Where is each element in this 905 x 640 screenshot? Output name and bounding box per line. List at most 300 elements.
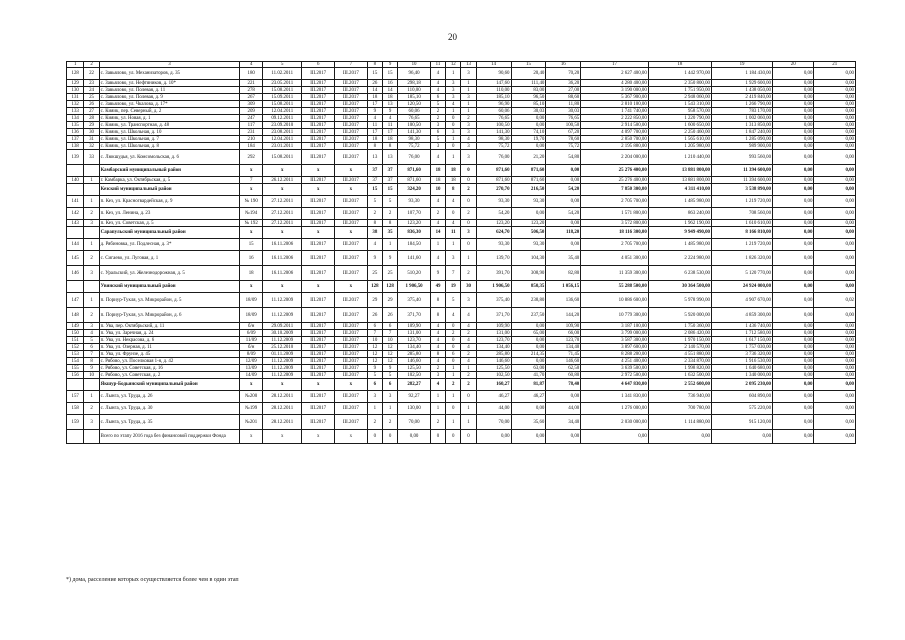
table-cell: 0,00 [814,184,856,196]
table-cell: б/н [240,323,263,330]
table-cell: 30 364 500,00 [648,281,711,293]
table-cell: 1 436 740,00 [712,323,773,330]
table-cell: 2 350 800,00 [648,80,711,87]
table-cell: III.2017 [302,80,335,87]
table-cell: 1 219 720,00 [712,239,773,251]
table-cell: 1 906,50 [398,281,431,293]
table-cell: 0 [446,115,461,122]
table-cell: 2 [84,251,99,266]
table-cell: 0 [461,220,476,227]
table-cell: 26 [382,308,397,323]
table-cell: 16.11.2006 [263,251,302,266]
address-cell: п. Кез, ул. Ленина, д. 23 [99,208,240,220]
address-cell: с. Рябово, ул. Поселковая 1-я, д. 42 [99,358,240,365]
table-cell: 10 [430,184,445,196]
table-cell: 30,03 [511,108,546,115]
table-cell: 96,50 [511,94,546,101]
table-cell: 1 [84,239,99,251]
table-cell: 0,00 [814,308,856,323]
table-cell: 5 [367,196,382,208]
table-cell: б/н [240,344,263,351]
column-number-19: 19 [712,62,773,68]
table-cell: 0,00 [814,344,856,351]
table-cell: 2 [461,266,476,281]
table-cell: 159 [67,415,84,430]
table-cell: 23.08.2011 [263,129,302,136]
table-cell: 3 639 500,00 [581,365,649,372]
table-cell: 24 924 000,00 [712,281,773,293]
table-cell: 4 [446,220,461,227]
table-cell: 8 288 200,00 [581,351,649,358]
table-cell: 1 [446,108,461,115]
table-cell: 4 [430,150,445,165]
table-cell: 10 [84,372,99,379]
table-cell: 15.08.2011 [263,150,302,165]
table-cell: 0,00 [814,108,856,115]
table-cell: №199 [240,403,263,415]
table-cell: III.2017 [335,143,368,150]
table-cell: 27.12.2011 [263,208,302,220]
table-cell: III.2017 [335,365,368,372]
table-cell: 46,27 [511,391,546,403]
table-cell: 180 [240,68,263,80]
table-cell: 15 [240,239,263,251]
table-cell: 0,00 [511,208,546,220]
table-cell: 1 [382,239,397,251]
table-cell: 0,00 [814,80,856,87]
table-cell: 3 [84,220,99,227]
table-cell: 30 [461,281,476,293]
table-cell: 0,00 [773,266,814,281]
table-cell: 18 [367,94,382,101]
table-cell: 123,20 [476,220,511,227]
table-row [67,351,856,358]
table-cell: 102,50 [476,372,511,379]
table-cell: 915 120,00 [712,415,773,430]
table-cell: 0,00 [511,115,546,122]
table-cell: 836,30 [398,227,431,239]
table-cell: 0,00 [511,122,546,129]
table-cell [67,281,84,293]
table-cell: 3 [461,293,476,308]
table-cell: 18 [382,94,397,101]
table-cell: 1 751 950,00 [648,87,711,94]
table-cell: 3 [84,266,99,281]
table-cell: 54,80 [546,150,581,165]
table-cell: 13 [382,101,397,108]
table-cell: 285,80 [398,351,431,358]
table-cell: 0,00 [814,323,856,330]
table-cell: 149 [67,323,84,330]
table-cell: 1 916 530,00 [712,358,773,365]
table-cell: 4 051 300,00 [581,251,649,266]
table-cell: 0 [446,323,461,330]
table-cell: 267 [240,94,263,101]
table-cell: 0,00 [773,365,814,372]
table-cell: 109,90 [398,323,431,330]
table-cell: 0,00 [511,358,546,365]
table-cell: 25 [84,94,99,101]
table-cell: 29 [84,122,99,129]
table-cell: 0,00 [712,430,773,444]
table-cell: 4 [430,344,445,351]
table-cell: 2 [382,208,397,220]
table-cell: 4 [446,196,461,208]
table-cell: III.2017 [302,239,335,251]
table-cell: 93,30 [476,196,511,208]
table-cell: III.2017 [302,372,335,379]
table-cell: 3 [461,94,476,101]
table-cell: 15 [382,68,397,80]
table-cell: 0,00 [814,165,856,177]
table-cell: 0,00 [581,430,649,444]
table-cell: 44,00 [546,403,581,415]
table-cell: 1 640 680,00 [712,365,773,372]
table-cell [84,379,99,391]
table-cell: 2 195 880,00 [581,143,649,150]
table-cell: 137 [67,136,84,143]
table-cell: III.2017 [335,122,368,129]
column-number-11: 11 [430,62,445,68]
table-cell: 624,70 [476,227,511,239]
table-row [67,115,856,122]
table-cell: 0,00 [546,165,581,177]
table-cell: 31 [84,136,99,143]
table-cell: III.2017 [302,143,335,150]
table-cell [84,184,99,196]
table-cell: 1 970 150,00 [648,337,711,344]
table-cell: 4 097 700,00 [581,129,649,136]
table-cell: 01.11.2009 [263,351,302,358]
table-cell: 1 438 050,00 [712,87,773,94]
table-cell: 1 210 440,00 [648,150,711,165]
table-cell: 2 [367,208,382,220]
table-cell: 0,00 [773,379,814,391]
table-cell: 3 [446,87,461,94]
table-cell: 324,20 [398,184,431,196]
table-cell: 1 962 190,00 [648,220,711,227]
table-cell: 29 [382,293,397,308]
table-cell: 0,00 [773,323,814,330]
table-cell: 0,00 [814,94,856,101]
table-cell: 21,20 [511,150,546,165]
table-cell: 123,70 [476,337,511,344]
table-cell: 8 [382,220,397,227]
district-subtotal-row [67,165,856,177]
table-cell: 3 [446,251,461,266]
table-cell: x [302,165,335,177]
table-cell: 147,60 [476,80,511,87]
table-cell: 0,00 [511,143,546,150]
column-number-6: 6 [302,62,335,68]
table-cell: 3 [84,415,99,430]
table-cell: 152 [67,344,84,351]
table-cell: 134,40 [398,344,431,351]
table-cell: 0 [430,430,445,444]
table-cell: 110,00 [476,87,511,94]
table-cell: 7 [446,266,461,281]
table-row [67,87,856,94]
address-cell: п. Ува, ул. Озерная, д. 11 [99,344,240,351]
table-cell: 12.04.2011 [263,136,302,143]
table-cell: 4 [430,358,445,365]
column-number-1: 1 [67,62,84,68]
table-cell: 0,00 [773,87,814,94]
table-row [67,68,856,80]
table-cell: 1 [430,391,445,403]
table-cell: III.2017 [302,403,335,415]
table-cell: 0,00 [773,391,814,403]
table-cell: 3 [461,143,476,150]
table-cell: 98,30 [476,136,511,143]
table-cell: x [240,227,263,239]
address-cell: с. Лынга, ул. Труда, д. 35 [99,415,240,430]
address-cell: с. Лынга, ул. Труда, д. 26 [99,391,240,403]
table-cell: 11 [367,122,382,129]
table-cell: III.2017 [302,177,335,184]
table-cell: 1 [382,403,397,415]
table-cell: 136,60 [546,293,581,308]
table-cell: 100,50 [476,122,511,129]
table-cell: 11/09 [240,337,263,344]
table-cell: 2 224 980,00 [648,251,711,266]
table-cell: 0,00 [814,122,856,129]
table-cell: 506,50 [511,227,546,239]
table-cell: 19 [446,281,461,293]
table-cell: 37 [382,177,397,184]
table-cell: 0,00 [511,323,546,330]
table-cell: 8 [367,220,382,227]
table-cell: 2 [461,330,476,337]
address-cell: с. Люкшудья, ул. Комсомольская, д. 6 [99,150,240,165]
table-cell: 3 538 890,00 [712,184,773,196]
table-cell: 96,90 [476,101,511,108]
table-cell: 1 [461,365,476,372]
table-cell: 4 907 670,00 [712,293,773,308]
address-cell: с. Завьялово, ул. Полевая, д. 11 [99,87,240,94]
table-cell: 9 [367,108,382,115]
table-cell: 88,60 [546,94,581,101]
table-cell: 134,40 [476,344,511,351]
table-cell: 0,00 [814,208,856,220]
table-cell: 109,90 [546,323,581,330]
table-cell: 6 [382,323,397,330]
column-number-14: 14 [476,62,511,68]
table-cell: x [240,184,263,196]
table-cell: 4 [430,251,445,266]
table-cell: 35,60 [511,415,546,430]
table-cell: 25 276 400,00 [581,177,649,184]
table-cell: 3 [84,323,99,330]
table-cell: 0,00 [814,143,856,150]
table-cell: 146,60 [476,358,511,365]
table-cell: 32 [84,143,99,150]
address-cell: с. Лынга, ул. Труда, д. 30 [99,403,240,415]
table-cell: 3 [461,68,476,80]
table-cell: 2 705 700,00 [581,196,649,208]
table-cell: III.2017 [302,351,335,358]
table-cell: 18 [382,136,397,143]
table-cell: 3 [430,122,445,129]
table-cell: 2 250 460,00 [648,129,711,136]
table-cell: №201 [240,415,263,430]
table-cell: 1 [461,80,476,87]
table-cell: 117 [240,122,263,129]
table-cell: 15.08.2011 [263,87,302,94]
table-cell: 83,00 [511,87,546,94]
table-cell: 0 [446,337,461,344]
address-cell: п. Кез, ул. Красногвардейская, д. 9 [99,196,240,208]
address-cell: с. Завьялово, ул. Механизаторов, д. 35 [99,68,240,80]
table-cell: 26 [367,80,382,87]
table-cell: 0,00 [814,101,856,108]
table-cell: 109,90 [476,323,511,330]
table-cell: 82,80 [546,266,581,281]
table-cell: 35 [382,227,397,239]
table-cell: 11.12.2009 [263,293,302,308]
table-cell: III.2017 [302,365,335,372]
table-cell: 11 359 300,00 [581,266,649,281]
table-cell: 0,00 [814,177,856,184]
table-cell: 989 900,00 [712,143,773,150]
table-cell: 6/09 [240,330,263,337]
table-cell: 3 [461,122,476,129]
table-cell: 1 [461,251,476,266]
table-cell: III.2017 [335,80,368,87]
table-cell: 0,00 [511,344,546,351]
table-cell: 2 [84,208,99,220]
table-cell: 98,30 [398,136,431,143]
table-cell: 22 [84,68,99,80]
table-cell: 1 826 320,00 [712,251,773,266]
table-cell: 871,60 [398,165,431,177]
table-cell: 100,50 [546,122,581,129]
table-cell: 2 552 600,00 [648,379,711,391]
table-cell: 123,70 [398,337,431,344]
table-cell: 2 705 700,00 [581,239,649,251]
table-row [67,358,856,365]
table-cell: 76,65 [398,115,431,122]
address-cell: п. Ува, ул. Некрасова, д. 6 [99,337,240,344]
table-cell: 391,70 [476,266,511,281]
table-cell: 510,20 [398,266,431,281]
table-row [67,391,856,403]
table-cell: 0 [446,122,461,129]
table-cell: № 190 [240,196,263,208]
table-cell: 11 [382,122,397,129]
table-cell: 4 [461,344,476,351]
table-cell: 0,00 [773,239,814,251]
table-cell: 3 736 320,00 [712,351,773,358]
table-cell: 4 [430,330,445,337]
table-cell: 1 219 720,00 [712,196,773,208]
table-cell: 123,20 [511,220,546,227]
table-cell: 118,20 [546,227,581,239]
table-cell: 0,00 [546,177,581,184]
address-cell: с. Кияик, ул. Школьная, д. 10 [99,129,240,136]
table-cell: 0,00 [814,430,856,444]
table-cell: 1 [84,391,99,403]
table-cell: 1 313 850,00 [712,122,773,129]
district-subtotal-row [67,184,856,196]
table-cell: 0,00 [773,101,814,108]
table-cell: 0,00 [773,220,814,227]
table-cell: 0 [461,239,476,251]
table-cell: 10 [382,337,397,344]
table-cell: 185,10 [476,94,511,101]
table-cell: 1 485 980,00 [648,196,711,208]
table-cell: 12 [367,344,382,351]
table-row [67,177,856,184]
table-cell: 8 166 810,00 [712,227,773,239]
table-cell: 4 [367,239,382,251]
table-cell: 9 [382,251,397,266]
column-number-4: 4 [240,62,263,68]
table-cell: 23.09.2010 [263,122,302,129]
table-cell: 11.12.2009 [263,308,302,323]
table-cell [84,227,99,239]
table-cell: 0,00 [814,365,856,372]
table-cell: III.2017 [302,358,335,365]
table-cell: 2 627 400,00 [581,68,649,80]
table-cell: 1 [84,177,99,184]
table-cell: 0,00 [814,220,856,227]
table-cell: 2 [382,415,397,430]
table-cell: 371,70 [476,308,511,323]
table-cell: 5 [367,372,382,379]
table-cell: 4 [430,196,445,208]
table-cell: 2 [430,208,445,220]
table-cell: 144 [67,239,84,251]
table-cell: 2 222 850,00 [581,115,649,122]
table-cell: 0,00 [773,430,814,444]
table-cell: x [263,184,302,196]
table-cell: 0,00 [773,80,814,87]
table-row [67,344,856,351]
table-cell: x [240,379,263,391]
table-cell: 0,00 [546,430,581,444]
table-cell: 0,00 [546,239,581,251]
table-cell: III.2017 [302,266,335,281]
table-cell: 4 280 400,00 [581,80,649,87]
table-cell: 7 [382,330,397,337]
table-cell: 93,30 [398,196,431,208]
table-cell: 292 [240,150,263,165]
table-cell: III.2017 [302,391,335,403]
table-cell: III.2017 [335,94,368,101]
table-row [67,415,856,430]
column-number-9: 9 [382,62,397,68]
table-cell: 6 [430,129,445,136]
table-cell: x [263,379,302,391]
table-row [67,108,856,115]
table-cell: 0 [446,403,461,415]
table-cell: 5 [382,372,397,379]
table-cell: 13 [367,150,382,165]
table-cell: 1 [461,108,476,115]
table-cell: 76,65 [476,115,511,122]
table-cell: 1 [84,293,99,308]
table-cell: 5 [382,196,397,208]
table-cell: 19,70 [511,136,546,143]
table-cell: 1 847 240,00 [712,129,773,136]
table-cell: 26 [367,308,382,323]
table-cell: 11 394 600,00 [712,165,773,177]
table-cell: 1 [446,68,461,80]
table-cell: 23 [84,80,99,87]
table-cell: 125,50 [398,365,431,372]
table-row [67,330,856,337]
